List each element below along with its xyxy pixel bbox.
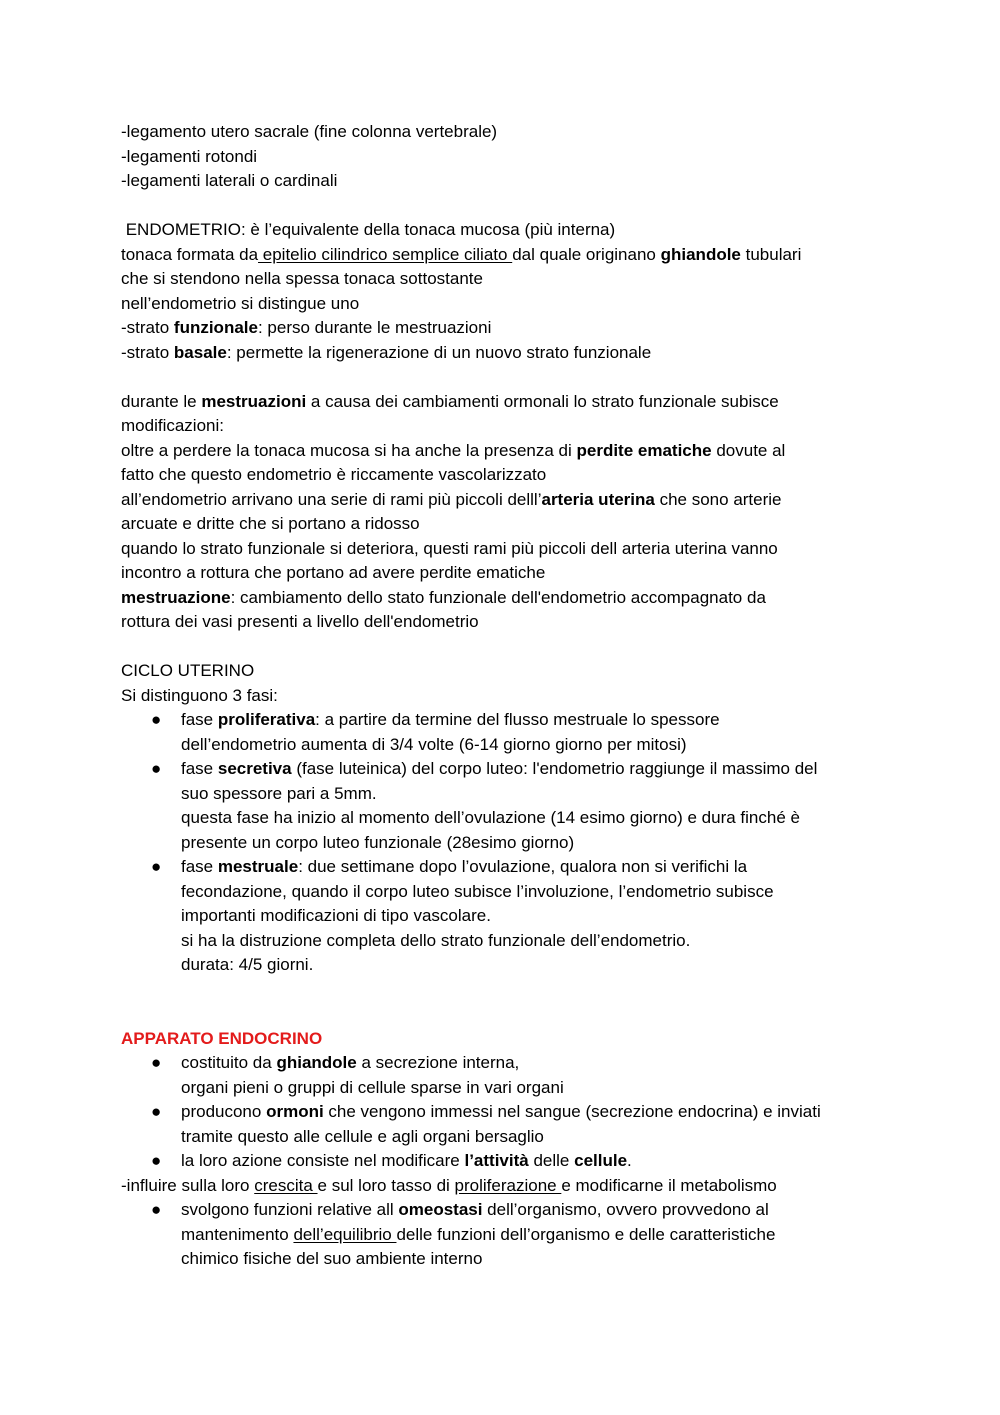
bold-term: basale bbox=[173, 342, 227, 362]
text-span: a secrezione interna, bbox=[356, 1053, 520, 1072]
bullet-continuation: si ha la distruzione completa dello strato funzionale dell’endometrio. bbox=[181, 930, 691, 950]
text-span: tonaca formata da bbox=[121, 244, 259, 264]
text-span: delle bbox=[528, 1151, 575, 1170]
ligament-line: -legamenti rotondi bbox=[121, 146, 258, 166]
text-span: : a partire da termine del flusso mestruale lo spessore bbox=[315, 710, 720, 729]
bullet-continuation: questa fase ha inizio al momento dell’ovulazione (14 esimo giorno) e dura finché è bbox=[181, 808, 800, 827]
ligament-line: -legamenti laterali o cardinali bbox=[121, 171, 338, 190]
ligament-line: -legamento utero sacrale (fine colonna vertebrale) bbox=[121, 122, 498, 141]
text-span: tubulari bbox=[740, 244, 802, 264]
bold-term: perdite ematiche bbox=[576, 440, 712, 460]
bold-term: ghiandole bbox=[276, 1053, 357, 1072]
paragraph-line bbox=[121, 586, 891, 611]
bullet-continuation: fecondazione, quando il corpo luteo subisce l’involuzione, l’endometrio subisce bbox=[181, 881, 774, 901]
text-span: fase bbox=[181, 759, 218, 778]
paragraph-line bbox=[121, 439, 891, 464]
paragraph-line: che si stendono nella spessa tonaca sottostante bbox=[121, 269, 483, 288]
bold-term: mestruale bbox=[217, 857, 299, 876]
bold-term: omeostasi bbox=[398, 1200, 483, 1219]
text-span: oltre a perdere la tonaca mucosa si ha anche la presenza di bbox=[121, 440, 577, 460]
text-span: che sono arterie bbox=[654, 489, 782, 509]
text-span: e modificarne il metabolismo bbox=[561, 1175, 777, 1195]
text-span: fase bbox=[181, 710, 218, 729]
bullet-continuation: suo spessore pari a 5mm. bbox=[181, 783, 377, 803]
text-span: all’endometrio arrivano una serie di rami più piccoli delll’ bbox=[121, 489, 542, 509]
paragraph-line bbox=[121, 1174, 891, 1199]
text-span: che vengono immessi nel sangue (secrezione endocrina) e inviati bbox=[323, 1102, 821, 1121]
bold-term: ormoni bbox=[266, 1102, 324, 1121]
text-span: durante le bbox=[121, 391, 202, 411]
bold-term: proliferativa bbox=[217, 710, 316, 729]
paragraph-line: arcuate e dritte che si portano a ridosso bbox=[121, 514, 420, 533]
section-heading-red: APPARATO ENDOCRINO bbox=[121, 1028, 323, 1048]
paragraph-line: Si distinguono 3 fasi: bbox=[121, 685, 278, 705]
blank-line bbox=[121, 194, 891, 219]
text-span: e sul loro tasso di bbox=[317, 1175, 455, 1195]
bold-term: ghiandole bbox=[660, 244, 741, 264]
text-span: : cambiamento dello stato funzionale dell'endometrio accompagnato da bbox=[230, 587, 766, 607]
text-span: svolgono funzioni relative all bbox=[181, 1200, 399, 1219]
text-span: . bbox=[627, 1151, 632, 1170]
text-span: (fase luteinica) del corpo luteo: l'endometrio raggiunge il massimo del bbox=[291, 759, 818, 778]
paragraph-line: fatto che questo endometrio è riccamente vascolarizzato bbox=[121, 465, 547, 484]
text-span: producono bbox=[181, 1102, 267, 1121]
blank-line bbox=[121, 365, 891, 390]
bullet-icon: ● bbox=[151, 1102, 162, 1121]
bullet-continuation: dell’endometrio aumenta di 3/4 volte (6-14 giorno giorno per mitosi) bbox=[181, 734, 687, 754]
text-span: -strato bbox=[121, 318, 174, 337]
text-span: dell’organismo, ovvero provvedono al bbox=[482, 1200, 769, 1219]
section-heading: CICLO UTERINO bbox=[121, 661, 255, 680]
text-span: mantenimento bbox=[181, 1224, 294, 1244]
bullet-icon: ● bbox=[151, 759, 162, 778]
bold-term: funzionale bbox=[173, 318, 258, 337]
text-span: costituito da bbox=[181, 1053, 277, 1072]
blank-line bbox=[121, 635, 891, 660]
paragraph-line bbox=[121, 316, 891, 341]
text-span: dal quale originano bbox=[512, 244, 661, 264]
paragraph-line: quando lo strato funzionale si deteriora, questi rami più piccoli dell arteria uterina vanno bbox=[121, 538, 778, 558]
paragraph-line: incontro a rottura che portano ad avere perdite ematiche bbox=[121, 563, 546, 582]
bullet-continuation: importanti modificazioni di tipo vascolare. bbox=[181, 906, 491, 925]
paragraph-line bbox=[121, 243, 891, 268]
bold-term: cellule bbox=[574, 1151, 628, 1170]
underlined-text: crescita bbox=[254, 1175, 318, 1195]
text-span: : permette la rigenerazione di un nuovo strato funzionale bbox=[226, 342, 652, 362]
text-span: -strato bbox=[121, 342, 174, 362]
underlined-text: epitelio cilindrico semplice ciliato bbox=[258, 244, 513, 264]
bullet-item bbox=[121, 1149, 891, 1174]
underlined-text: proliferazione bbox=[454, 1175, 562, 1195]
paragraph-line bbox=[121, 390, 891, 415]
bullet-icon: ● bbox=[151, 710, 162, 729]
document-body bbox=[121, 120, 891, 1272]
underlined-text: dell’equilibrio bbox=[293, 1224, 397, 1244]
text-span: -influire sulla loro bbox=[121, 1175, 255, 1195]
blank-line bbox=[121, 978, 891, 1003]
text-span: dovute al bbox=[711, 440, 786, 460]
bullet-item bbox=[121, 708, 891, 733]
bold-term: mestruazione bbox=[121, 587, 231, 607]
bullet-icon: ● bbox=[151, 1151, 162, 1170]
text-span: : perso durante le mestruazioni bbox=[257, 318, 492, 337]
bullet-continuation: presente un corpo luteo funzionale (28esimo giorno) bbox=[181, 832, 575, 852]
bullet-continuation: organi pieni o gruppi di cellule sparse in vari organi bbox=[181, 1077, 564, 1097]
paragraph-line: modificazioni: bbox=[121, 416, 224, 435]
bullet-item bbox=[121, 1100, 891, 1125]
bullet-item bbox=[121, 855, 891, 880]
paragraph-line bbox=[121, 488, 891, 513]
text-span: la loro azione consiste nel modificare bbox=[181, 1151, 465, 1170]
bullet-item bbox=[121, 757, 891, 782]
bullet-item bbox=[121, 1198, 891, 1223]
endometrio-heading-line: ENDOMETRIO: è l’equivalente della tonaca mucosa (più interna) bbox=[121, 220, 616, 239]
text-span: fase bbox=[181, 857, 218, 876]
paragraph-line bbox=[121, 341, 891, 366]
text-span: delle funzioni dell’organismo e delle caratteristiche bbox=[396, 1224, 776, 1244]
blank-line bbox=[121, 1002, 891, 1027]
bullet-icon: ● bbox=[151, 1200, 162, 1219]
bullet-continuation: durata: 4/5 giorni. bbox=[181, 955, 314, 974]
bullet-continuation bbox=[121, 1223, 891, 1248]
bold-term: arteria uterina bbox=[541, 489, 655, 509]
bullet-item bbox=[121, 1051, 891, 1076]
paragraph-line: nell’endometrio si distingue uno bbox=[121, 293, 360, 313]
bullet-continuation: tramite questo alle cellule e agli organi bersaglio bbox=[181, 1126, 544, 1146]
bold-term: mestruazioni bbox=[201, 391, 307, 411]
bullet-icon: ● bbox=[151, 857, 162, 876]
bullet-icon: ● bbox=[151, 1053, 162, 1072]
paragraph-line: rottura dei vasi presenti a livello dell'endometrio bbox=[121, 612, 479, 631]
text-span: a causa dei cambiamenti ormonali lo strato funzionale subisce bbox=[306, 391, 779, 411]
bold-term: l’attività bbox=[464, 1151, 529, 1170]
text-span: : due settimane dopo l’ovulazione, qualora non si verifichi la bbox=[298, 857, 748, 876]
bullet-continuation: chimico fisiche del suo ambiente interno bbox=[181, 1249, 483, 1268]
bold-term: secretiva bbox=[217, 759, 292, 778]
